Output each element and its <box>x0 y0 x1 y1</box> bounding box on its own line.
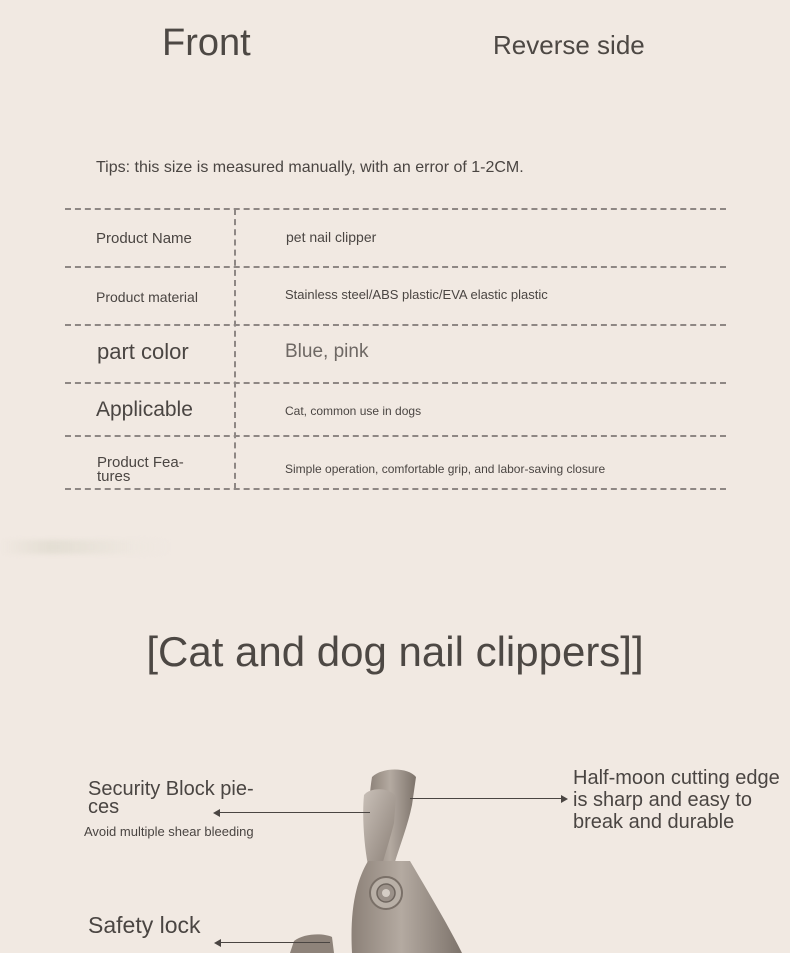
arrow-right-icon <box>561 795 568 803</box>
safety-lock-arrow <box>220 942 330 943</box>
tips-text: Tips: this size is measured manually, with an error of 1-2CM. <box>96 159 524 176</box>
table-divider <box>65 382 726 384</box>
safety-lock-title: Safety lock <box>88 912 201 938</box>
security-block-title: Security Block pie- ces <box>88 778 254 818</box>
security-block-arrow <box>219 812 370 813</box>
table-divider <box>65 266 726 268</box>
spec-value-part-color: Blue, pink <box>285 341 369 362</box>
reverse-side-label: Reverse side <box>493 30 645 60</box>
table-divider <box>65 324 726 326</box>
table-column-divider <box>234 209 236 489</box>
table-divider <box>65 208 726 210</box>
spec-key-product-material: Product material <box>96 289 198 305</box>
spec-value-applicable: Cat, common use in dogs <box>285 404 422 418</box>
half-moon-arrow <box>410 798 561 799</box>
section-title: [Cat and dog nail clippers]] <box>146 628 644 675</box>
spec-value-product-material: Stainless steel/ABS plastic/EVA elastic plastic <box>285 287 548 302</box>
arrow-left-icon <box>214 939 221 947</box>
spec-value-product-name: pet nail clipper <box>286 229 377 245</box>
front-label: Front <box>162 22 251 64</box>
spec-key-applicable: Applicable <box>96 398 193 421</box>
table-divider <box>65 435 726 437</box>
background-smudge <box>0 540 170 554</box>
spec-value-product-features: Simple operation, comfortable grip, and labor-saving closure <box>285 462 606 476</box>
nail-clipper-image <box>290 765 480 953</box>
table-divider <box>65 488 726 490</box>
spec-key-product-name: Product Name <box>96 230 192 247</box>
half-moon-title: Half-moon cutting edge is sharp and easy to break and durable <box>573 767 780 833</box>
security-block-subtitle: Avoid multiple shear bleeding <box>84 824 254 839</box>
spec-key-part-color: part color <box>97 339 189 364</box>
arrow-left-icon <box>213 809 220 817</box>
spec-key-product-features: Product Fea- tures <box>97 454 184 485</box>
